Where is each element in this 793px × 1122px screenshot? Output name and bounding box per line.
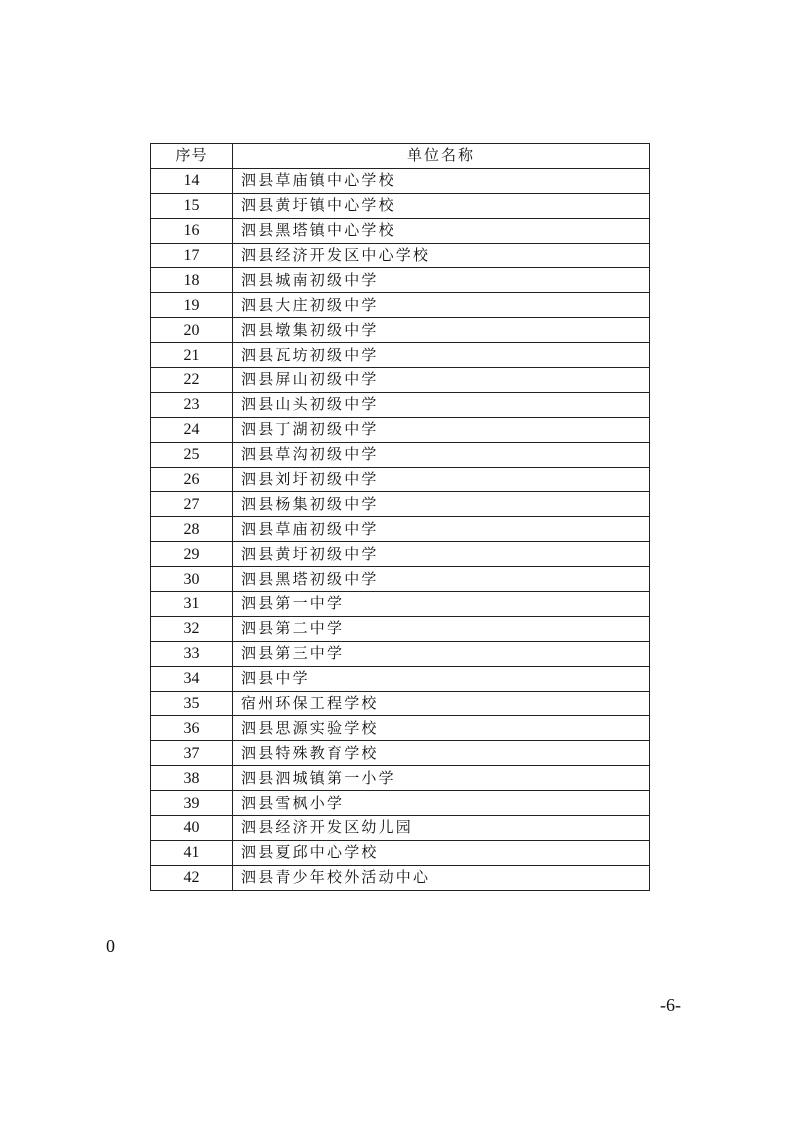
table-row: [151, 716, 650, 741]
serial-number-cell: 41: [151, 840, 233, 865]
unit-name-cell: 泗县黑塔镇中心学校: [233, 218, 650, 243]
unit-name-cell: 泗县黑塔初级中学: [233, 567, 650, 592]
table-row: [151, 616, 650, 641]
table-row: [151, 865, 650, 890]
table-row: [151, 741, 650, 766]
unit-name-cell: 泗县黄圩初级中学: [233, 542, 650, 567]
table-row: [151, 691, 650, 716]
unit-name-cell: 泗县大庄初级中学: [233, 293, 650, 318]
table-row: [151, 467, 650, 492]
table-row: [151, 243, 650, 268]
header-unit-name: 单位名称: [233, 144, 650, 169]
serial-number-cell: 31: [151, 592, 233, 617]
unit-name-cell: 泗县思源实验学校: [233, 716, 650, 741]
table-row: [151, 218, 650, 243]
table-row: [151, 168, 650, 193]
table-row: [151, 641, 650, 666]
unit-name-cell: 泗县中学: [233, 666, 650, 691]
serial-number-cell: 19: [151, 293, 233, 318]
serial-number-cell: 14: [151, 168, 233, 193]
unit-name-cell: 泗县草庙镇中心学校: [233, 168, 650, 193]
serial-number-cell: 22: [151, 368, 233, 393]
table-row: [151, 368, 650, 393]
table-row: [151, 293, 650, 318]
serial-number-cell: 27: [151, 492, 233, 517]
table-row: [151, 492, 650, 517]
table-row: [151, 592, 650, 617]
serial-number-cell: 28: [151, 517, 233, 542]
unit-name-cell: 泗县山头初级中学: [233, 392, 650, 417]
header-serial-number: 序号: [151, 144, 233, 169]
unit-name-cell: 泗县屏山初级中学: [233, 368, 650, 393]
stray-mark: 0: [106, 936, 115, 956]
unit-name-cell: 泗县第一中学: [233, 592, 650, 617]
unit-name-cell: 泗县杨集初级中学: [233, 492, 650, 517]
table-row: [151, 567, 650, 592]
unit-name-cell: 泗县瓦坊初级中学: [233, 343, 650, 368]
table-body: [151, 168, 650, 890]
unit-name-cell: 泗县特殊教育学校: [233, 741, 650, 766]
unit-name-cell: 泗县墩集初级中学: [233, 318, 650, 343]
unit-name-cell: 泗县夏邱中心学校: [233, 840, 650, 865]
page-number: -6-: [660, 995, 681, 1015]
serial-number-cell: 29: [151, 542, 233, 567]
unit-name-cell: 泗县草沟初级中学: [233, 442, 650, 467]
table-row: [151, 392, 650, 417]
table-row: [151, 268, 650, 293]
unit-name-cell: 泗县青少年校外活动中心: [233, 865, 650, 890]
table-row: [151, 193, 650, 218]
unit-name-cell: 宿州环保工程学校: [233, 691, 650, 716]
unit-name-cell: 泗县泗城镇第一小学: [233, 766, 650, 791]
serial-number-cell: 17: [151, 243, 233, 268]
table-row: [151, 318, 650, 343]
unit-name-cell: 泗县经济开发区幼儿园: [233, 816, 650, 841]
table-row: [151, 666, 650, 691]
unit-name-cell: 泗县雪枫小学: [233, 791, 650, 816]
serial-number-cell: 16: [151, 218, 233, 243]
serial-number-cell: 42: [151, 865, 233, 890]
serial-number-cell: 24: [151, 417, 233, 442]
serial-number-cell: 23: [151, 392, 233, 417]
unit-name-cell: 泗县黄圩镇中心学校: [233, 193, 650, 218]
unit-name-cell: 泗县经济开发区中心学校: [233, 243, 650, 268]
units-table: [150, 143, 650, 891]
serial-number-cell: 15: [151, 193, 233, 218]
serial-number-cell: 33: [151, 641, 233, 666]
unit-name-cell: 泗县第二中学: [233, 616, 650, 641]
table-row: [151, 517, 650, 542]
table-row: [151, 791, 650, 816]
table-row: [151, 766, 650, 791]
serial-number-cell: 34: [151, 666, 233, 691]
unit-name-cell: 泗县丁湖初级中学: [233, 417, 650, 442]
serial-number-cell: 25: [151, 442, 233, 467]
serial-number-cell: 18: [151, 268, 233, 293]
table-row: [151, 417, 650, 442]
serial-number-cell: 39: [151, 791, 233, 816]
unit-name-cell: 泗县城南初级中学: [233, 268, 650, 293]
table-header-row: [151, 144, 650, 169]
table-row: [151, 442, 650, 467]
table-row: [151, 542, 650, 567]
unit-name-cell: 泗县第三中学: [233, 641, 650, 666]
unit-name-cell: 泗县刘圩初级中学: [233, 467, 650, 492]
unit-name-cell: 泗县草庙初级中学: [233, 517, 650, 542]
serial-number-cell: 40: [151, 816, 233, 841]
serial-number-cell: 21: [151, 343, 233, 368]
serial-number-cell: 20: [151, 318, 233, 343]
serial-number-cell: 36: [151, 716, 233, 741]
serial-number-cell: 37: [151, 741, 233, 766]
serial-number-cell: 32: [151, 616, 233, 641]
serial-number-cell: 35: [151, 691, 233, 716]
table-row: [151, 840, 650, 865]
serial-number-cell: 38: [151, 766, 233, 791]
table-row: [151, 816, 650, 841]
serial-number-cell: 30: [151, 567, 233, 592]
serial-number-cell: 26: [151, 467, 233, 492]
table-row: [151, 343, 650, 368]
